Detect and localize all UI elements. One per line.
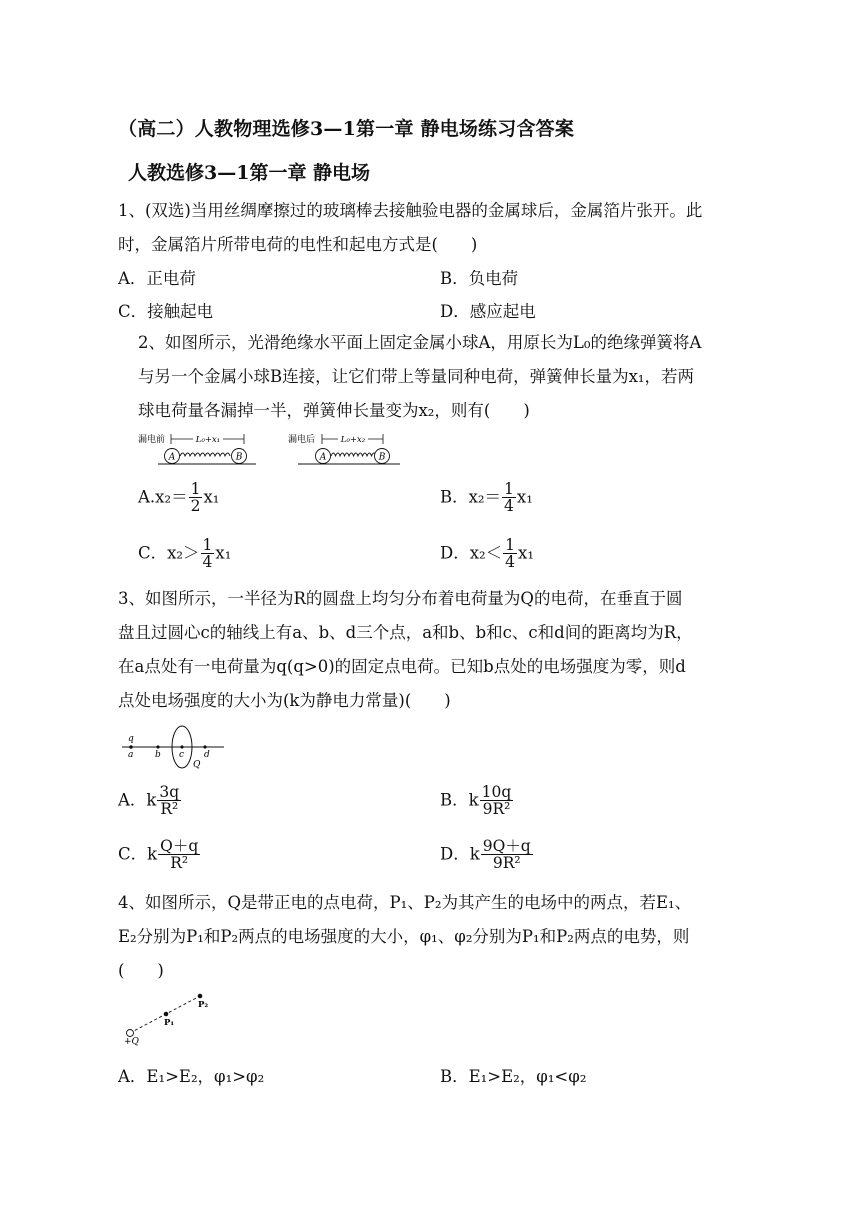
- document-title: （高二）人教物理选修3—1第一章 静电场练习含答案: [118, 118, 575, 140]
- charge-Q: [127, 1030, 134, 1037]
- question-1-option-c: C．接触起电: [118, 302, 214, 321]
- question-2-option-b: B．x₂＝ $\frac{1}{4}$ x₁: [440, 480, 533, 516]
- question-3-option-b: B．k $\frac{10q}{\text{9R²}}$: [440, 783, 512, 819]
- section-title: 人教选修3—1第一章 静电场: [128, 162, 371, 184]
- svg-text:A: A: [168, 452, 176, 463]
- label-b: b: [155, 750, 161, 760]
- label-p2: P₂: [198, 1000, 209, 1010]
- question-2-option-c: C．x₂＞ $\frac{1}{4}$ x₁: [138, 536, 232, 572]
- question-3-option-a: A．k $\frac{3q}{\text{R²}}$: [118, 783, 180, 819]
- svg-text:B: B: [378, 452, 386, 463]
- label-c: c: [179, 750, 185, 760]
- question-4-option-b: B．E₁>E₂，φ₁<φ₂: [440, 1067, 587, 1086]
- label-q: q: [128, 734, 134, 744]
- label-d: d: [204, 750, 210, 760]
- svg-text:A: A: [319, 452, 327, 463]
- spring-before: [180, 453, 230, 456]
- question-1-line-2: 时，金属箔片所带电荷的电性和起电方式是( ): [118, 235, 478, 254]
- label-p1: P₁: [164, 1018, 175, 1028]
- svg-text:B: B: [235, 452, 243, 463]
- question-2-option-a: A.x₂＝ $\frac{1}{2}$ x₁: [138, 480, 220, 516]
- label-a: a: [128, 750, 134, 760]
- question-3-option-c: C．k $\frac{Q+q}{\text{R²}}$: [118, 837, 199, 873]
- question-2-option-d: D．x₂＜ $\frac{1}{4}$ x₁: [440, 536, 534, 572]
- question-1-option-a: A．正电荷: [118, 269, 196, 288]
- question-1-option-d: D．感应起电: [440, 302, 536, 321]
- question-3-line-1: 3、如图所示，一半径为R的圆盘上均匀分布着电荷量为Q的电荷，在垂直于圆: [118, 589, 683, 608]
- label-Q: Q: [193, 760, 201, 770]
- question-2-line-1: 2、如图所示，光滑绝缘水平面上固定金属小球A，用原长为L₀的绝缘弹簧将A: [138, 333, 702, 352]
- point-p2: [198, 994, 203, 999]
- question-3-line-4: 点处电场强度的大小为(k为静电力常量)( ): [118, 691, 451, 710]
- label-plus-Q: +Q: [124, 1037, 139, 1046]
- fig-length-before: L₀+x₁: [195, 435, 221, 445]
- question-1-option-b: B．负电荷: [440, 269, 519, 288]
- point-b: [156, 745, 159, 748]
- question-4-line-3: ( ): [118, 961, 164, 980]
- question-4-option-a: A．E₁>E₂，φ₁>φ₂: [118, 1067, 265, 1086]
- question-3-line-3: 在a点处有一电荷量为q(q>0)的固定点电荷。已知b点处的电场强度为零，则d: [118, 657, 686, 676]
- point-a: [129, 745, 133, 749]
- fig-length-after: L₀+x₂: [340, 435, 366, 445]
- spring-figure: [138, 430, 408, 470]
- question-4-line-1: 4、如图所示，Q是带正电的点电荷，P₁、P₂为其产生的电场中的两点，若E₁、: [118, 893, 692, 912]
- question-2-line-2: 与另一个金属小球B连接，让它们带上等量同种电荷，弹簧伸长量为x₁，若两: [138, 367, 695, 386]
- point-p1: [164, 1012, 169, 1017]
- disk-axis-figure: [120, 724, 230, 774]
- question-3-line-2: 盘且过圆心c的轴线上有a、b、d三个点，a和b、b和c、c和d间的距离均为R，: [118, 623, 693, 642]
- spring-after: [331, 453, 376, 456]
- point-charge-figure: [120, 988, 220, 1046]
- point-d: [203, 745, 206, 748]
- question-2-line-3: 球电荷量各漏掉一半，弹簧伸长量变为x₂，则有( ): [138, 401, 530, 420]
- fig-before-label: 漏电前: [138, 435, 166, 445]
- question-4-line-2: E₂分别为P₁和P₂两点的电场强度的大小，φ₁、φ₂分别为P₁和P₂两点的电势，则: [118, 927, 690, 946]
- point-c: [180, 745, 183, 748]
- question-3-option-d: D．k $\frac{9Q+q}{\text{9R²}}$: [440, 837, 531, 873]
- question-1-line-1: 1、(双选)当用丝绸摩擦过的玻璃棒去接触验电器的金属球后，金属箔片张开。此: [118, 201, 703, 220]
- fig-after-label: 漏电后: [288, 435, 316, 445]
